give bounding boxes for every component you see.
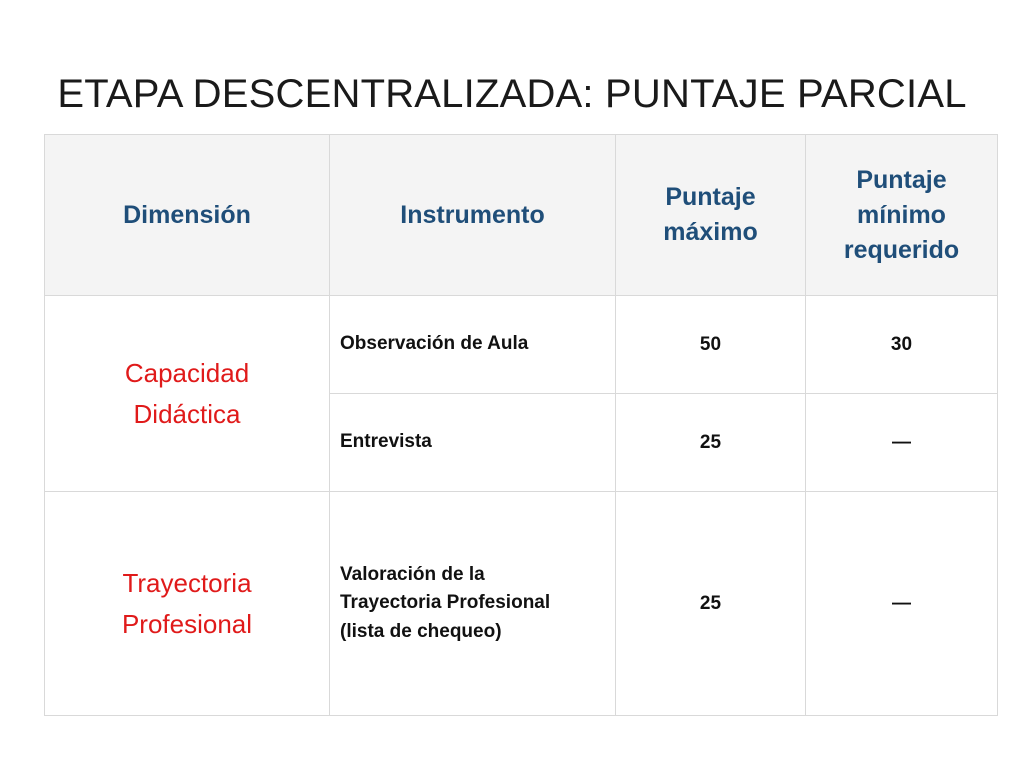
header-max-score xyxy=(616,135,806,296)
instrument-line: (lista de chequeo) xyxy=(340,620,502,642)
header-max-score-line: Puntaje xyxy=(665,183,756,211)
header-min-score-line: requerido xyxy=(843,235,960,264)
max-score-cell: 25 xyxy=(616,394,806,492)
header-instrument: Instrumento xyxy=(330,135,616,296)
dimension-line: Didáctica xyxy=(133,398,241,429)
max-score-cell: 50 xyxy=(616,296,806,394)
header-min-score-line: mínimo xyxy=(857,200,946,229)
instrument-cell: Entrevista xyxy=(330,394,616,492)
dimension-line: Profesional xyxy=(121,608,253,639)
instrument-line: Valoración de la xyxy=(340,563,485,585)
table-header-row xyxy=(45,135,998,296)
table-row xyxy=(45,492,998,716)
score-table xyxy=(44,134,998,716)
table-row xyxy=(45,296,998,394)
slide-title: ETAPA DESCENTRALIZADA: PUNTAJE PARCIAL xyxy=(57,72,967,116)
min-score-cell: 30 xyxy=(806,296,998,394)
instrument-line: Trayectoria Profesional xyxy=(340,592,551,614)
header-dimension: Dimensión xyxy=(45,135,330,296)
max-score-cell: 25 xyxy=(616,492,806,716)
instrument-cell xyxy=(330,492,616,716)
header-min-score xyxy=(806,135,998,296)
instrument-cell: Observación de Aula xyxy=(330,296,616,394)
min-score-cell: — xyxy=(806,394,998,492)
dimension-cell xyxy=(45,492,330,716)
dimension-line: Capacidad xyxy=(124,358,250,389)
min-score-cell: — xyxy=(806,492,998,716)
dimension-cell xyxy=(45,296,330,492)
header-min-score-line: Puntaje xyxy=(856,165,947,194)
dimension-line: Trayectoria xyxy=(122,568,252,599)
header-max-score-line: máximo xyxy=(663,218,758,246)
